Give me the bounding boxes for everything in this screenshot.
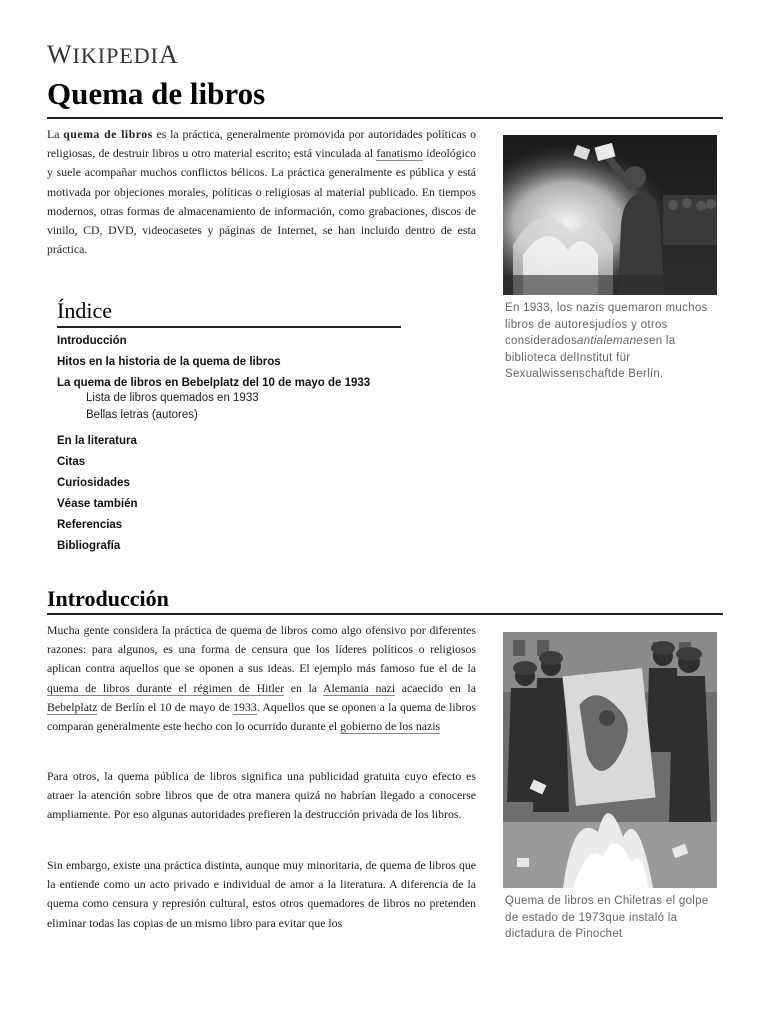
toc-item — [57, 334, 370, 355]
toc-item — [57, 434, 370, 455]
intro-paragraph-2: Para otros, la quema pública de libros significa una publicidad gratuita cuyo efecto es atraer la atención sobre libros que de otra manera quizá no habrían llegado a conocerse ampliamente. Por eso algunas autoridades prefieren la destrucción privada de los libros. — [47, 769, 476, 822]
section-heading-introduccion: Introducción — [47, 586, 169, 611]
lead-text: La — [47, 127, 64, 141]
book-burning-photo-chile[interactable] — [503, 632, 717, 888]
figure-1933 — [503, 135, 717, 383]
figure-chile-1973 — [503, 632, 717, 943]
lead-text: ideológico y suele acompañar muchos conflictos bélicos. La práctica generalmente es pública y está motivada por objeciones morales, políticas o religiosas al material publicado. En tiempos modernos, otras formas de almacenamiento de información, como grabaciones, discos de vinilo, CD, DVD, videocasetes y páginas de Internet, se han incluido dentro de esta práctica. — [47, 146, 477, 257]
wikipedia-wordmark — [47, 40, 179, 70]
link-quema-hitler[interactable]: quema de libros durante el régimen de Hitler — [47, 680, 285, 695]
section-divider — [47, 613, 723, 615]
paragraph-text: de Berlín el 10 de mayo de — [97, 699, 234, 714]
lead-paragraph — [47, 125, 476, 259]
toc-link-citas[interactable]: Citas — [57, 456, 86, 468]
toc-item — [57, 455, 370, 476]
caption-text: En 1933, los nazis quemaron muchos libros de autoresjudíos y otros considerados — [505, 302, 708, 347]
photo-1933-illustration — [503, 135, 717, 295]
figure-chile-caption: Quema de libros en Chiletras el golpe de estado de 1973que instaló la dictadura de Pinochet — [505, 895, 709, 940]
wordmark-initial: W — [47, 40, 73, 69]
toc-link-bebelplatz[interactable]: La quema de libros en Bebelplatz del 10 de mayo de 1933 — [57, 377, 371, 389]
toc-link-curiosidades[interactable]: Curiosidades — [57, 477, 130, 489]
toc-link-vease-tambien[interactable]: Véase también — [57, 498, 138, 510]
caption-text: en la biblioteca delInstitut für Sexualwissenschaftde Berlín. — [505, 335, 676, 380]
table-of-contents — [57, 334, 370, 560]
toc-link-literatura[interactable]: En la literatura — [57, 435, 137, 447]
wordmark-final: A — [158, 40, 179, 69]
lead-bold-term: quema de libros — [63, 127, 153, 141]
toc-link-referencias[interactable]: Referencias — [57, 519, 123, 531]
toc-item — [57, 355, 370, 376]
toc-item — [57, 539, 370, 560]
toc-link-introduccion[interactable]: Introducción — [57, 335, 127, 347]
photo-chile-illustration — [503, 632, 717, 888]
toc-item — [57, 497, 370, 518]
paragraph-text: . Aquellos que se oponen a la quema de libros comparan generalmente este hecho con lo ocurrido durante el — [47, 699, 476, 734]
toc-item — [57, 518, 370, 539]
link-fanatismo[interactable]: fanatismo — [376, 146, 423, 161]
toc-item — [57, 476, 370, 497]
intro-paragraph-1 — [47, 621, 476, 736]
intro-paragraph-3: Sin embargo, existe una práctica distinta, aunque muy minoritaria, de quema de libros que la entiende como un acto privado e individual de amor a la literatura. A diferencia de la quema como censura y represión cultural, estos otros quemadores de libros no pretenden eliminar todas las copias de un mismo libro para evitar que los — [47, 858, 476, 930]
book-burning-photo-1933[interactable] — [503, 135, 717, 295]
toc-sublink-lista[interactable]: Lista de libros quemados en 1933 — [86, 392, 259, 404]
link-bebelplatz[interactable]: Bebelplatz — [47, 699, 98, 714]
paragraph-text: acaecido en la — [395, 680, 476, 695]
title-divider — [47, 117, 723, 119]
link-1933[interactable]: 1933 — [233, 699, 257, 714]
toc-sublink-bellas-letras[interactable]: Bellas letras (autores) — [86, 409, 198, 421]
caption-italic: antialemanes — [577, 335, 650, 347]
figure-1933-caption — [505, 300, 717, 383]
paragraph-text: Mucha gente considera la práctica de quema de libros como algo ofensivo por diferentes razones: para algunos, es una forma de censura que los líderes políticos o religiosos aplican contra aquellos que se oponen a sus ideas. El ejemplo más famoso fue el de la — [47, 623, 476, 676]
link-gobierno-nazis[interactable]: gobierno de los nazis — [340, 719, 441, 734]
page-title: Quema de libros — [47, 76, 266, 111]
toc-link-bibliografia[interactable]: Bibliografía — [57, 540, 121, 552]
paragraph-text: en la — [284, 680, 323, 695]
toc-heading: Índice — [57, 298, 112, 323]
link-alemania-nazi[interactable]: Alemania nazi — [323, 680, 396, 695]
toc-item — [57, 376, 370, 424]
lead-text: es la práctica, generalmente promovida por autoridades políticas o religiosas, de destruir libros u otro material escrito; está vinculada al — [47, 127, 476, 161]
wordmark-middle: IKIPEDI — [72, 43, 159, 68]
toc-link-hitos[interactable]: Hitos en la historia de la quema de libros — [57, 356, 281, 368]
toc-divider — [57, 326, 401, 328]
